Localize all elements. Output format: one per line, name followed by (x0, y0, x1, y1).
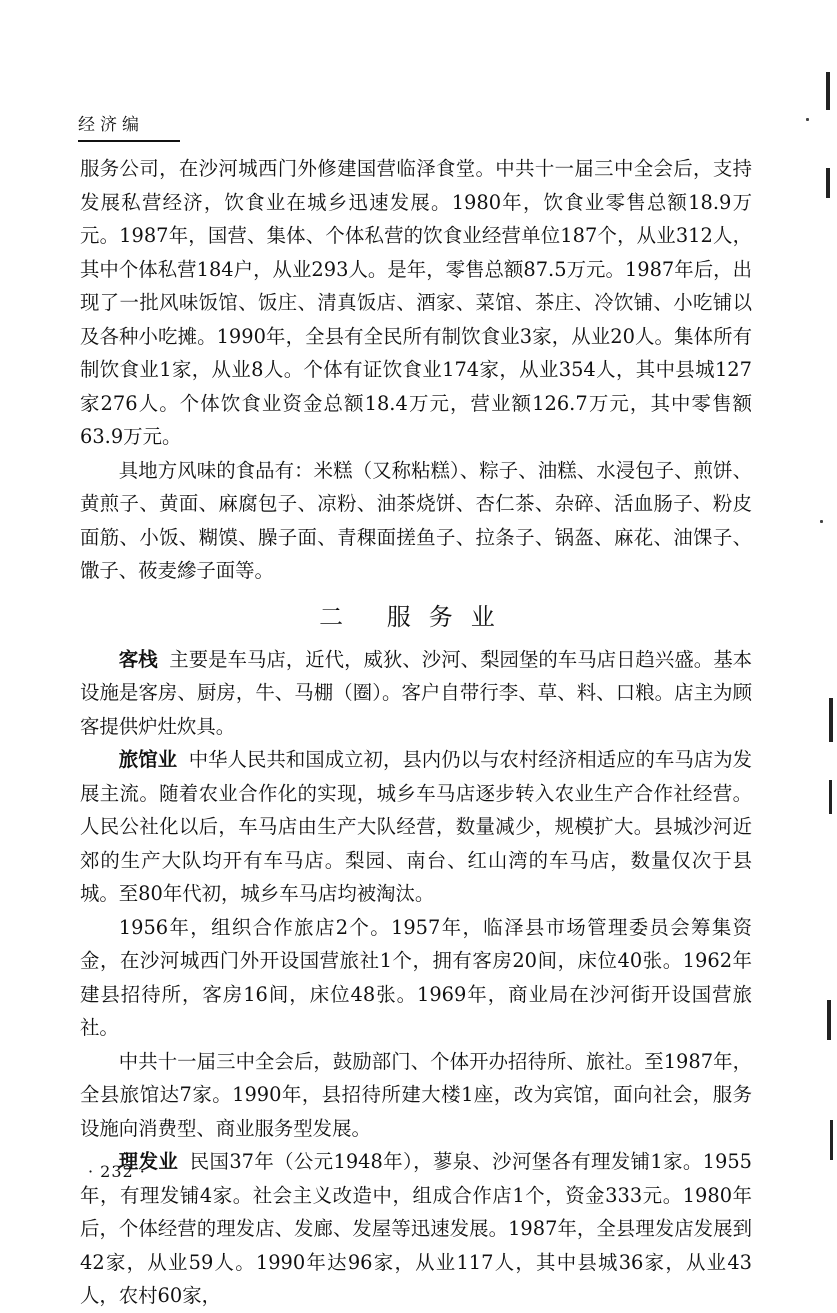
entry-text: 中华人民共和国成立初，县内仍以与农村经济相适应的车马店为发展主流。随着农业合作化的实现，城乡车马店逐步转入农业生产合作社经营。人民公社化以后，车马店由生产大队经营，数量减少，规模扩大。县城沙河近郊的生产大队均开有车马店。梨园、南台、红山湾的车马店，数量仅次于县城。至80年代初，城乡车马店均被淘汰。 (80, 748, 753, 905)
scan-edge-mark (826, 168, 830, 198)
scan-speck (820, 520, 823, 523)
scan-edge-mark (830, 1120, 833, 1160)
page-number: · 232 · (88, 1162, 146, 1181)
scan-edge-mark (826, 72, 830, 110)
paragraph-catering-continued: 服务公司，在沙河城西门外修建国营临泽食堂。中共十一届三中全会后，支持发展私营经济，饮食业在城乡迅速发展。1980年，饮食业零售总额18.9万元。1987年，国营、集体、个体私营的饮食业经营单位187个，从业312人，其中个体私营184户，从业293人。是年，零售总额87.5万元。1987年后，出现了一批风味饭馆、饭庄、清真饭店、酒家、菜馆、茶庄、冷饮铺、小吃铺以及各种小吃摊。1990年，全县有全民所有制饮食业3家，从业20人。集体所有制饮食业1家，从业8人。个体有证饮食业174家，从业354人，其中县城127家276人。个体饮食业资金总额18.4万元，营业额126.7万元，其中零售额63.9万元。 (80, 157, 752, 448)
entry-inn (80, 643, 752, 744)
entry-text: 主要是车马店，近代，威狄、沙河、梨园堡的车马店日趋兴盛。基本设施是客房、厨房，牛、马棚（圈）。客户自带行李、草、料、口粮。店主为顾客提供炉灶炊具。 (80, 647, 753, 738)
body-text (80, 152, 752, 1313)
running-head: 经济编 (78, 115, 144, 135)
entry-term: 旅馆业 (118, 748, 178, 771)
entry-text: 民国37年（公元1948年），蓼泉、沙河堡各有理发铺1家。1955年，有理发铺4家。社会主义改造中，组成合作店1个，资金333元。1980年后，个体经营的理发店、发廊、发屋等迅速发展。1987年，全县理发店发展到42家，从业59人。1990年达96家，从业117人，其中县城36家，从业43人，农村60家， (80, 1150, 753, 1307)
paragraph-hotel-reform: 中共十一届三中全会后，鼓励部门、个体开办招待所、旅社。至1987年，全县旅馆达7家。1990年，县招待所建大楼1座，改为宾馆，面向社会，服务设施向消费型、商业服务型发展。 (80, 1049, 752, 1140)
paragraph-hotel-1950s: 1956年，组织合作旅店2个。1957年，临泽县市场管理委员会筹集资金，在沙河城西门外开设国营旅社1个，拥有客房20间，床位40张。1962年建县招待所，客房16间，床位48张。1969年，商业局在沙河街开设国营旅社。 (80, 915, 752, 1039)
scan-edge-mark (829, 698, 833, 742)
scan-edge-mark (829, 780, 832, 814)
entry-term: 客栈 (118, 647, 158, 671)
entry-term: 理发业 (118, 1150, 179, 1173)
scan-edge-mark (827, 1000, 831, 1040)
paragraph-local-foods: 具地方风味的食品有：米糕（又称粘糕）、粽子、油糕、水浸包子、煎饼、黄煎子、黄面、麻腐包子、凉粉、油茶烧饼、杏仁茶、杂碎、活血肠子、粉皮面筋、小饭、糊馍、臊子面、青稞面搓鱼子、拉条子、锅盔、麻花、油馃子、馓子、莜麦縿子面等。 (80, 458, 752, 582)
section-title: 二 服务业 (319, 602, 513, 631)
entry-barber (80, 1145, 752, 1313)
running-head-rule (78, 140, 180, 142)
entry-hotel (80, 743, 752, 911)
scan-speck (806, 118, 809, 121)
